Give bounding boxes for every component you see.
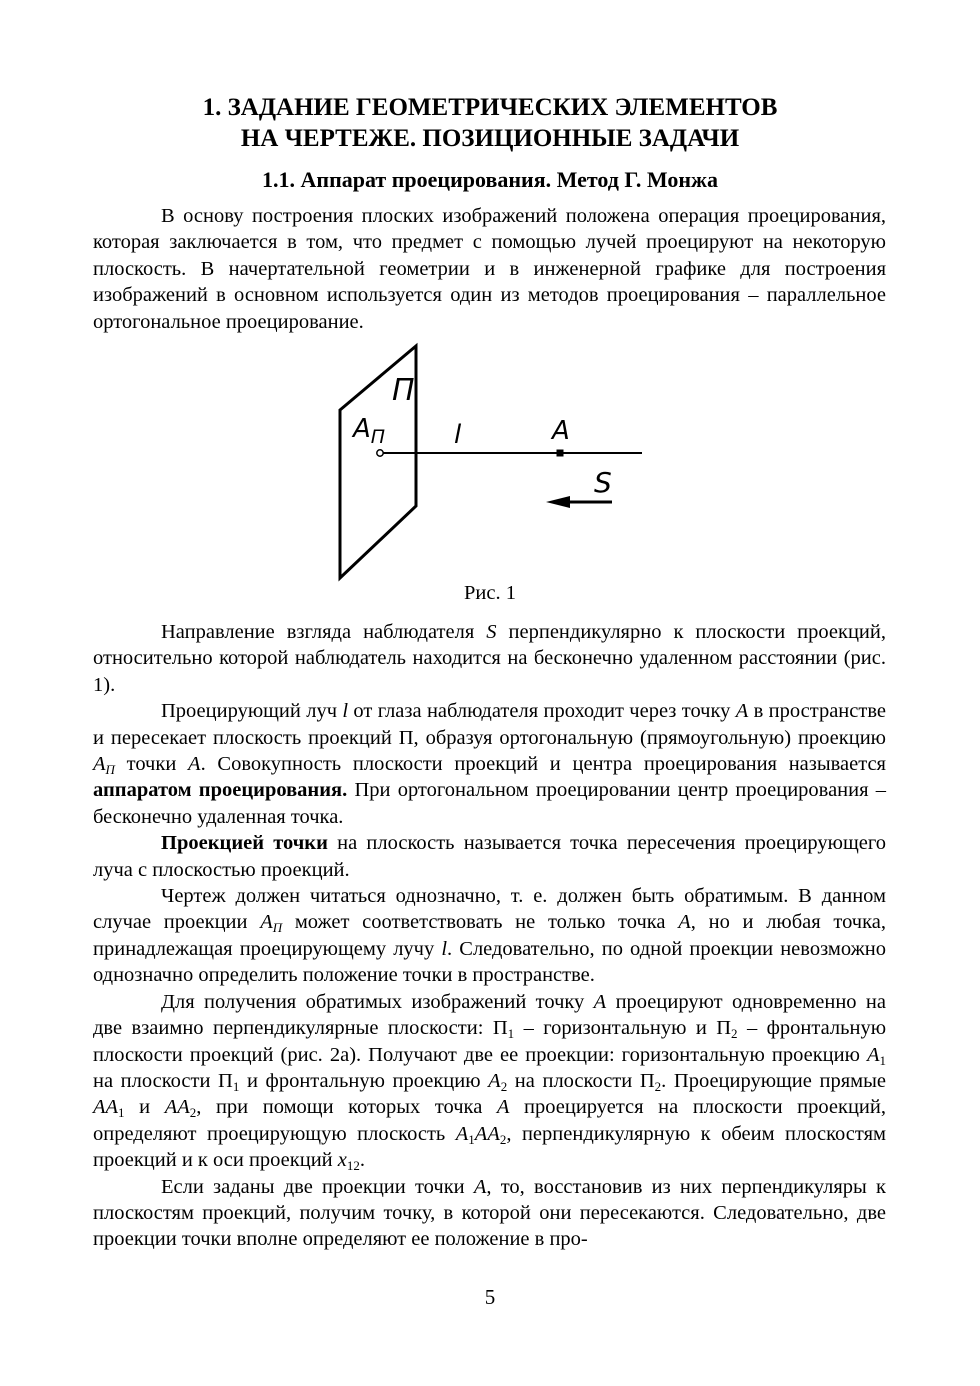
main-text-block <box>93 619 886 1253</box>
projection-point-label: $A_П$ <box>353 414 386 448</box>
page-number: 5 <box>484 1285 496 1309</box>
intro-paragraph: В основу построения плоских изображений положена операция проецирования, которая заключается в том, что предмет с помощью лучей проецируют на некоторую плоскость. В начертательной геометрии и в инженерной графике для построения изображений в основном используется один из методов проецирования – параллельное ортогональное проецирование. <box>93 205 886 333</box>
direction-s-label: S <box>594 466 612 499</box>
point-a-label: A <box>552 416 570 446</box>
paragraph-reversibility: Чертеж должен читаться однозначно, т. е. должен быть обратимым. В данном случае проекции $A_П$ может соответствовать не только точка A, но и любая точка, принадлежащая проецирующему лучу l. Следовательно, по одной проекции невозможно однозначно определить положение точки в пространстве. <box>93 885 886 987</box>
section-title: 1.1. Аппарат проецирования. Метод Г. Монжа <box>262 167 718 192</box>
projection-point-marker <box>377 450 383 456</box>
point-a-marker <box>557 450 564 457</box>
chapter-title <box>95 92 885 154</box>
ray-label: l <box>454 420 462 450</box>
figure-caption: Рис. 1 <box>464 582 516 604</box>
projection-diagram <box>320 338 660 588</box>
paragraph-projecting-ray: Проецирующий луч l от глаза наблюдателя проходит через точку A в пространстве и пересекает плоскость проекций П, образуя ортогональную (прямоугольную) проекцию $A_П$ точки A. Совокупность плоскости проекций и центра проецирования называется аппаратом проецирования. При ортогональном проецировании центр проецирования – бесконечно удаленная точка. <box>93 700 886 828</box>
figure-1 <box>320 338 660 588</box>
intro-text-block <box>93 203 886 335</box>
chapter-title-line-2: НА ЧЕРТЕЖЕ. ПОЗИЦИОННЫЕ ЗАДАЧИ <box>240 125 740 152</box>
paragraph-observer-direction: Направление взгляда наблюдателя S перпендикулярно к плоскости проекций, относительно которой наблюдатель находится на бесконечно удаленном расстоянии (рис. 1). <box>93 621 886 696</box>
paragraph-two-projections-define-point: Если заданы две проекции точки A, то, восстановив из них перпендикуляры к плоскостям проекций, получим точку, в которой они пересекаются. Следовательно, две проекции точки вполне определяют ее положение в про- <box>93 1175 886 1251</box>
plane-label: П <box>392 373 415 408</box>
paragraph-two-planes: Для получения обратимых изображений точку A проецируют одновременно на две взаимно перпендикулярные плоскости: $П_1$ – горизонтальную и $П_2$ – фронтальную плоскости проекций (рис. 2а). Получают две ее проекции: горизонтальную проекцию $A_1$ на плоскости $П_1$ и фронтальную проекцию $A_2$ на плоскости $П_2$. Проецирующие прямые $AA_1$ и $AA_2$, при помощи которых точка A проецируется на плоскости проекций, определяют проецирующую плоскость $A_1AA_2$, перпендикулярную к обеим плоскостям проекций и к оси проекций $x_{12}$. <box>93 990 887 1174</box>
chapter-title-line-1: 1. ЗАДАНИЕ ГЕОМЕТРИЧЕСКИХ ЭЛЕМЕНТОВ <box>202 94 778 121</box>
paragraph-point-projection-definition: Проекцией точки на плоскость называется точка пересечения проецирующего луча с плоскостью проекций. <box>93 832 886 881</box>
direction-arrow-head <box>546 496 570 508</box>
